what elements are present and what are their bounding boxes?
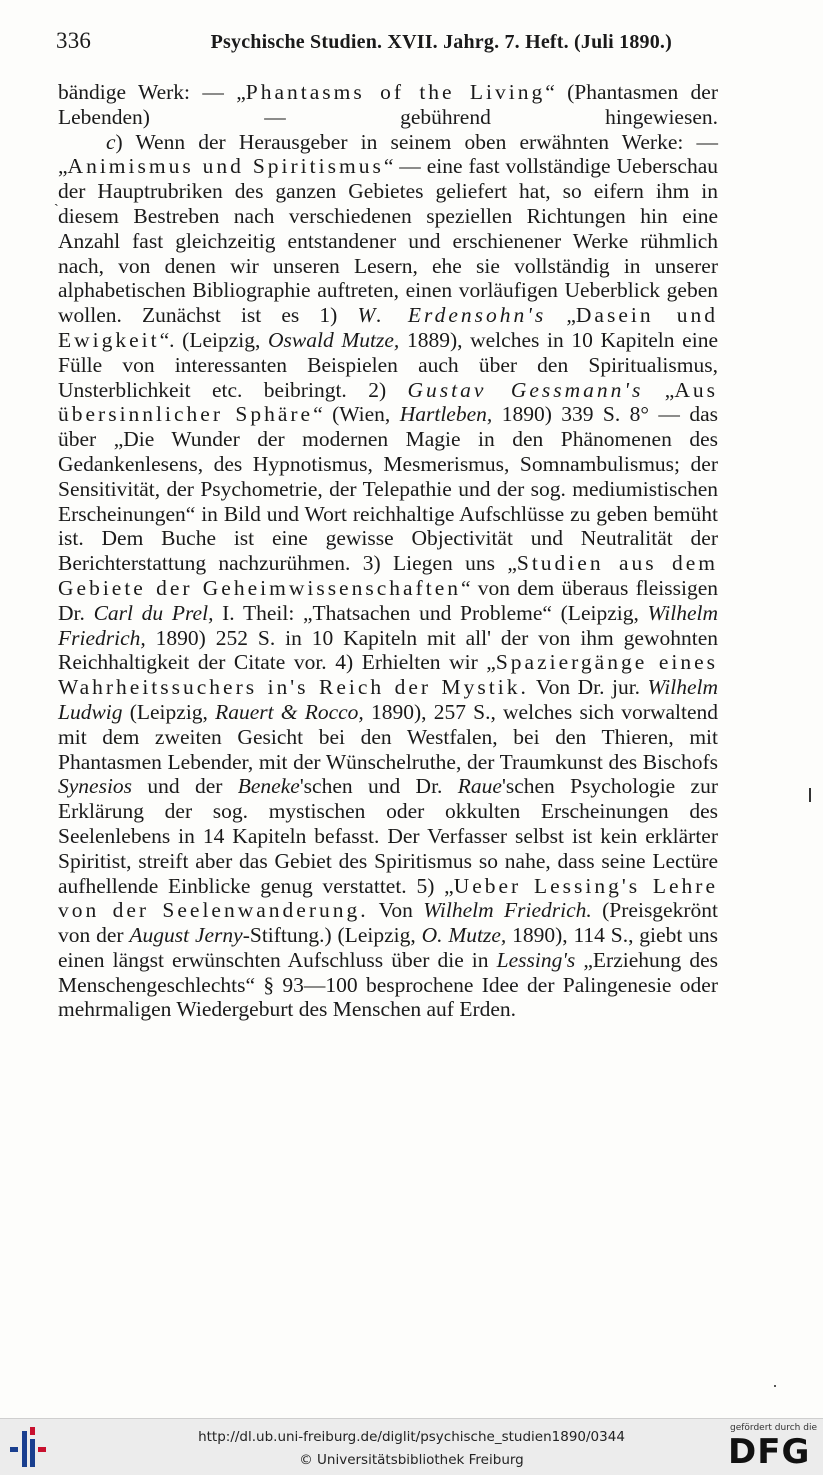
text-run: “ — eine fast vollständige Ueberschau der Hauptrubriken des ganzen Gebietes geliefert hat, so eifern ihm in diesem Bestreben nach verschiedenen speziellen Richtungen hin eine Anzahl fast gleichzeitig entstandener und erschienener Werke rühmlich nach, von denen wir unseren Lesern, ehe sie vollständig in unserer alphabetischen Bibliographie auftreten, einen vorläufigen Ueberblick geben wollen. Zunächst ist es 1) <box>58 154 718 328</box>
text-run: 1889), welches in 10 Kapiteln eine Fülle von interessanten Beispielen auch über den Spiritualismus, Unsterblichkeit etc. beibringt. 2) <box>58 327 718 402</box>
text-run: Von Dr. jur. <box>528 675 648 700</box>
text-run: Aus übersinnlicher Sphäre <box>58 377 718 427</box>
text-run: Hartleben, <box>399 402 493 427</box>
running-header <box>56 28 672 54</box>
text-run: 'schen Psychologie zur Erklärung der sog. mystischen oder okkulten Erscheinungen des Seelenlebens in 14 Kapiteln befasst. Der Verfasser selbst ist kein erklärter Spiritist, streift aber das Gebiet des Spiritismus so nahe, dass seine Lectüre aufhellende Einblicke genug verstattet. 5) „ <box>58 774 719 898</box>
article-body <box>58 80 718 1022</box>
text-run: ) Wenn der Herausgeber in seinem oben erwähnten Werke: — „ <box>58 129 718 179</box>
text-run: “ (Wien, <box>313 402 400 427</box>
text-run: I. Theil: „Thatsachen und Probleme“ (Leipzig, <box>213 600 648 625</box>
text-run: “ von dem überaus fleissigen Dr. <box>58 575 718 625</box>
text-run: bändige Werk: — „ <box>58 80 246 104</box>
text-run: 1890), 114 S., giebt uns einen längst erwünschten Aufschluss über die in <box>58 923 719 972</box>
library-footer <box>0 1418 823 1475</box>
text-run: W. Erdensohn's <box>357 303 547 328</box>
margin-dot <box>774 1385 776 1387</box>
text-run: Raue <box>457 774 502 799</box>
text-run: August Jerny <box>129 923 243 948</box>
text-run: „ <box>643 377 675 402</box>
text-run: (Preisgekrönt von der <box>58 898 718 948</box>
text-run: Lessing's <box>496 947 576 972</box>
margin-mark: ˏ <box>54 192 59 207</box>
text-run: 1890) 252 S. in 10 Kapiteln mit all' der von ihm gewohnten Reichhaltigkeit der Citate vor. 4) Erhielten wir „ <box>58 625 718 675</box>
text-run: O. Mutze, <box>421 923 507 948</box>
running-title: Psychische Studien. XVII. Jahrg. 7. Heft. (Juli 1890.) <box>210 31 672 53</box>
text-run: Animismus und Spiritismus <box>67 154 384 179</box>
page-number: 336 <box>56 28 92 53</box>
text-run: Gustav Gessmann's <box>407 377 644 402</box>
text-run: Wilhelm Ludwig <box>58 675 718 724</box>
text-run: „Erziehung des Menschengeschlechts“ § 93—100 besprochene Idee der Palingenesie oder mehrmaligen Wiedergeburt des Menschen auf Erden. <box>58 947 718 1022</box>
margin-line-mark <box>809 788 811 802</box>
text-run: Wilhelm Friedrich. <box>423 898 592 923</box>
text-run: Wilhelm Friedrich, <box>58 600 719 650</box>
page-url-link[interactable]: http://dl.ub.uni-freiburg.de/diglit/psychische_studien1890/0344 <box>198 1429 625 1445</box>
paragraph-2 <box>58 130 718 1023</box>
text-run: 1890) 339 S. 8° — das über „Die Wunder der modernen Magie in den Phänomenen des Gedankenlesens, des Hypnotismus, Mesmerismus, Somnambulismus; der Sensitivität, der Psychometrie, der Telepathie und der sog. mediumistischen Erscheinungen“ in Bild und Wort reichhaltige Aufschlüsse zu geben bemüht ist. Dem Buche ist eine gewisse Objectivität und Neutralität der Berichterstattung nachzurühmen. 3) Liegen uns „ <box>58 402 719 576</box>
text-run: “ (Phantasmen der Lebenden) — gebührend hingewiesen. <box>58 80 719 129</box>
dfg-logo <box>726 1423 818 1473</box>
text-run: c <box>106 129 116 154</box>
text-run: “. (Leipzig, <box>159 327 269 352</box>
text-run: Spaziergänge eines Wahrheitssuchers in's Reich der Mystik. <box>58 650 718 700</box>
text-run: und der <box>132 774 238 799</box>
text-run: Dasein und Ewigkeit <box>58 303 718 352</box>
text-run: „ <box>546 303 576 328</box>
copyright-notice: © Universitätsbibliothek Freiburg <box>299 1452 524 1468</box>
dfg-wordmark: DFG <box>728 1432 811 1472</box>
text-run: Rauert & Rocco, <box>215 699 364 724</box>
text-run: Ueber Lessing's Lehre von der Seelenwanderung. <box>58 873 718 923</box>
text-run: Studien aus dem Gebiete der Geheimwissenschaften <box>58 551 718 600</box>
paragraph-1 <box>58 80 718 130</box>
text-run: Von <box>368 898 424 923</box>
funding-caption: gefördert durch die <box>730 1423 817 1433</box>
text-run: Synesios <box>58 774 133 799</box>
text-run: Beneke <box>237 774 300 799</box>
text-run: Carl du Prel, <box>93 600 214 625</box>
text-run: 'schen und Dr. <box>299 774 458 799</box>
text-run: 1890), 257 S., welches sich vorwaltend mit dem zweiten Gesicht bei den Westfalen, bei den Thieren, mit Phantasmen Lebender, mit der Wünschelruthe, der Traumkunst des Bischofs <box>58 699 718 774</box>
text-run: (Leipzig, <box>122 699 216 724</box>
text-run: Oswald Mutze, <box>268 327 400 352</box>
text-run: Phantasms of the Living <box>245 80 546 104</box>
text-run: -Stiftung.) (Leipzig, <box>242 923 422 948</box>
